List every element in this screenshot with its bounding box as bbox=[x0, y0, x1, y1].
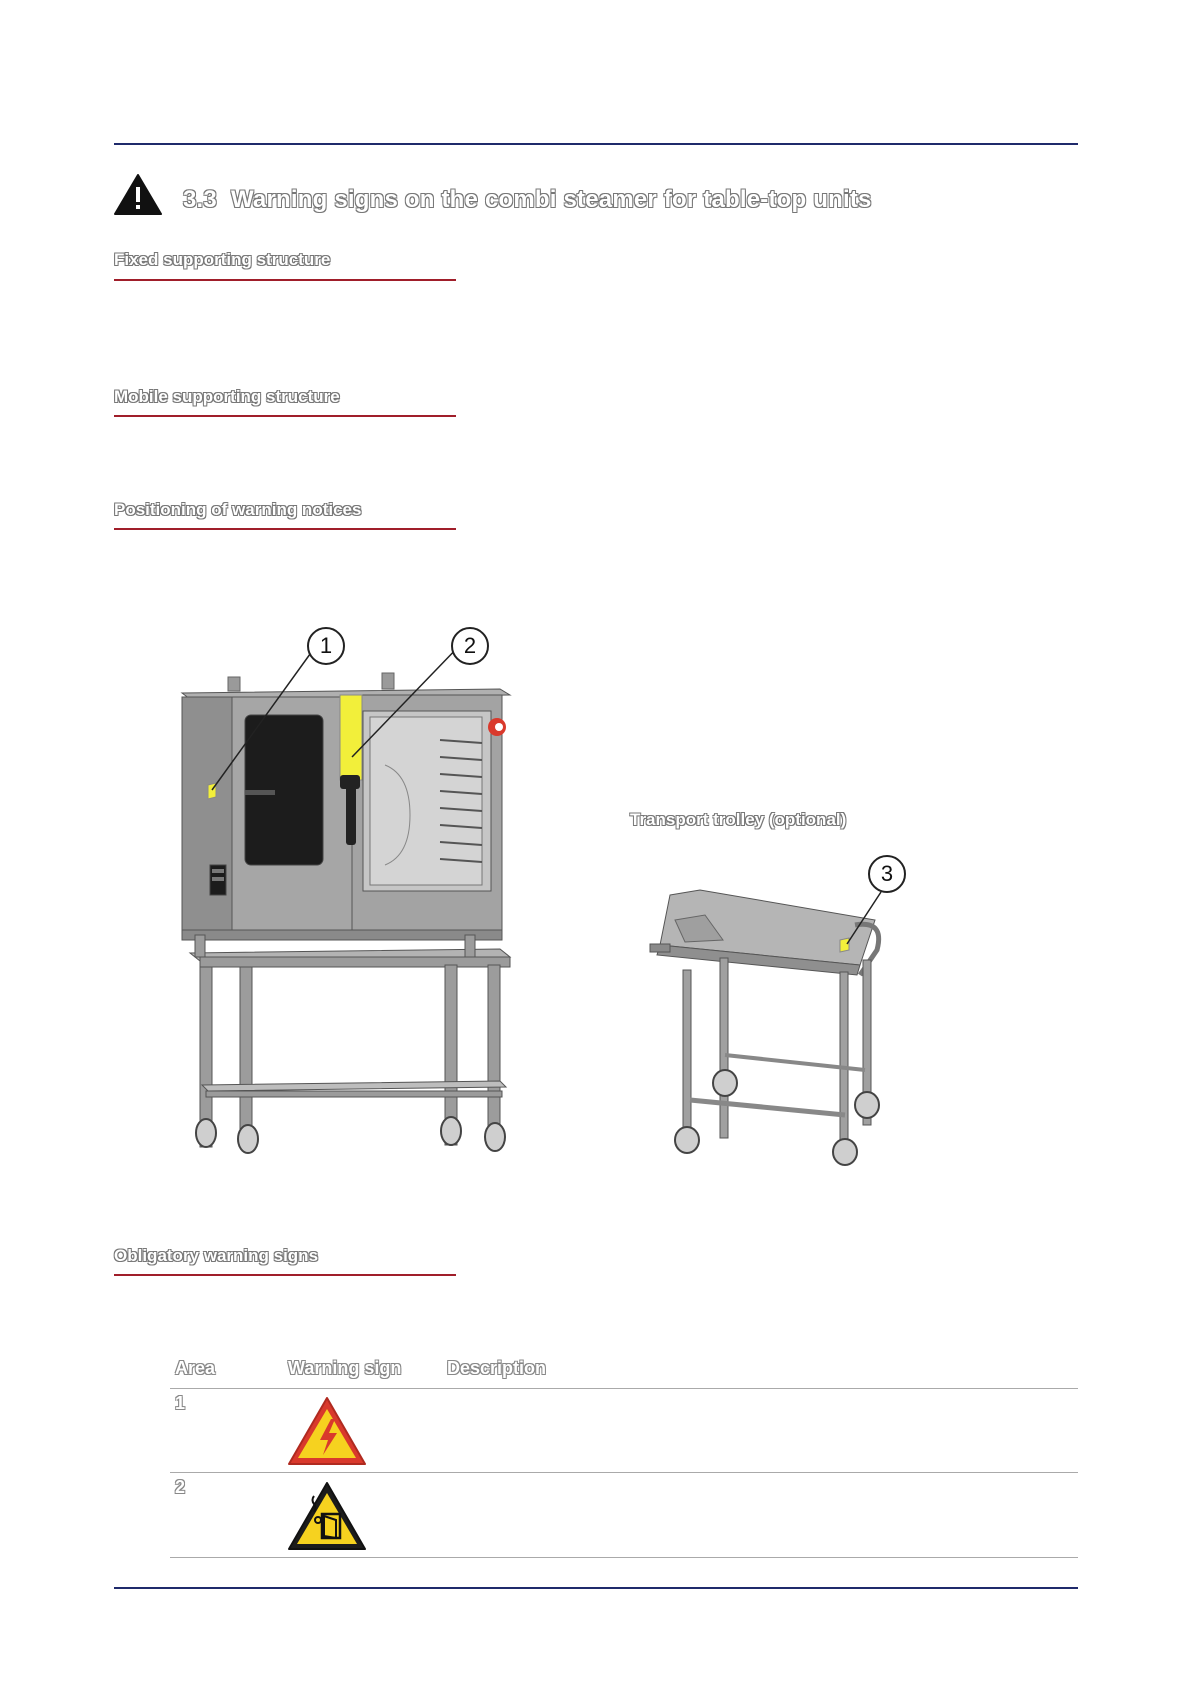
hot-steam-door-warning-icon bbox=[286, 1480, 368, 1552]
section-obligatory: Obligatory warning signs bbox=[114, 1246, 319, 1265]
table-divider bbox=[170, 1472, 1078, 1473]
transport-trolley-illustration bbox=[645, 880, 905, 1170]
callout-3: 3 bbox=[868, 855, 906, 893]
section-underline bbox=[114, 528, 456, 530]
trolley-caption: Transport trolley (optional) bbox=[630, 810, 847, 829]
section-number: 3.3 bbox=[183, 186, 217, 213]
page-title bbox=[183, 186, 872, 214]
table-header-warning-sign: Warning sign bbox=[288, 1358, 402, 1378]
section-positioning: Positioning of warning notices bbox=[114, 500, 362, 519]
section-fixed-supporting: Fixed supporting structure bbox=[114, 250, 331, 269]
header-rule bbox=[114, 143, 1078, 145]
callout-1: 1 bbox=[307, 627, 345, 665]
table-header-description: Description bbox=[447, 1358, 547, 1378]
section-underline bbox=[114, 1274, 456, 1276]
electric-shock-warning-icon bbox=[286, 1395, 368, 1467]
footer-rule bbox=[114, 1587, 1078, 1589]
combi-steamer-illustration bbox=[170, 625, 520, 1155]
section-title: Warning signs on the combi steamer for table-top units bbox=[230, 186, 872, 213]
table-divider bbox=[170, 1557, 1078, 1558]
section-mobile-supporting: Mobile supporting structure bbox=[114, 387, 340, 406]
section-underline bbox=[114, 415, 456, 417]
table-row-area: 2 bbox=[175, 1477, 186, 1497]
table-row-area: 1 bbox=[175, 1393, 186, 1413]
section-underline bbox=[114, 279, 456, 281]
callout-2: 2 bbox=[451, 627, 489, 665]
table-header-area: Area bbox=[175, 1358, 216, 1378]
warning-triangle-icon bbox=[113, 173, 163, 216]
table-divider bbox=[170, 1388, 1078, 1389]
